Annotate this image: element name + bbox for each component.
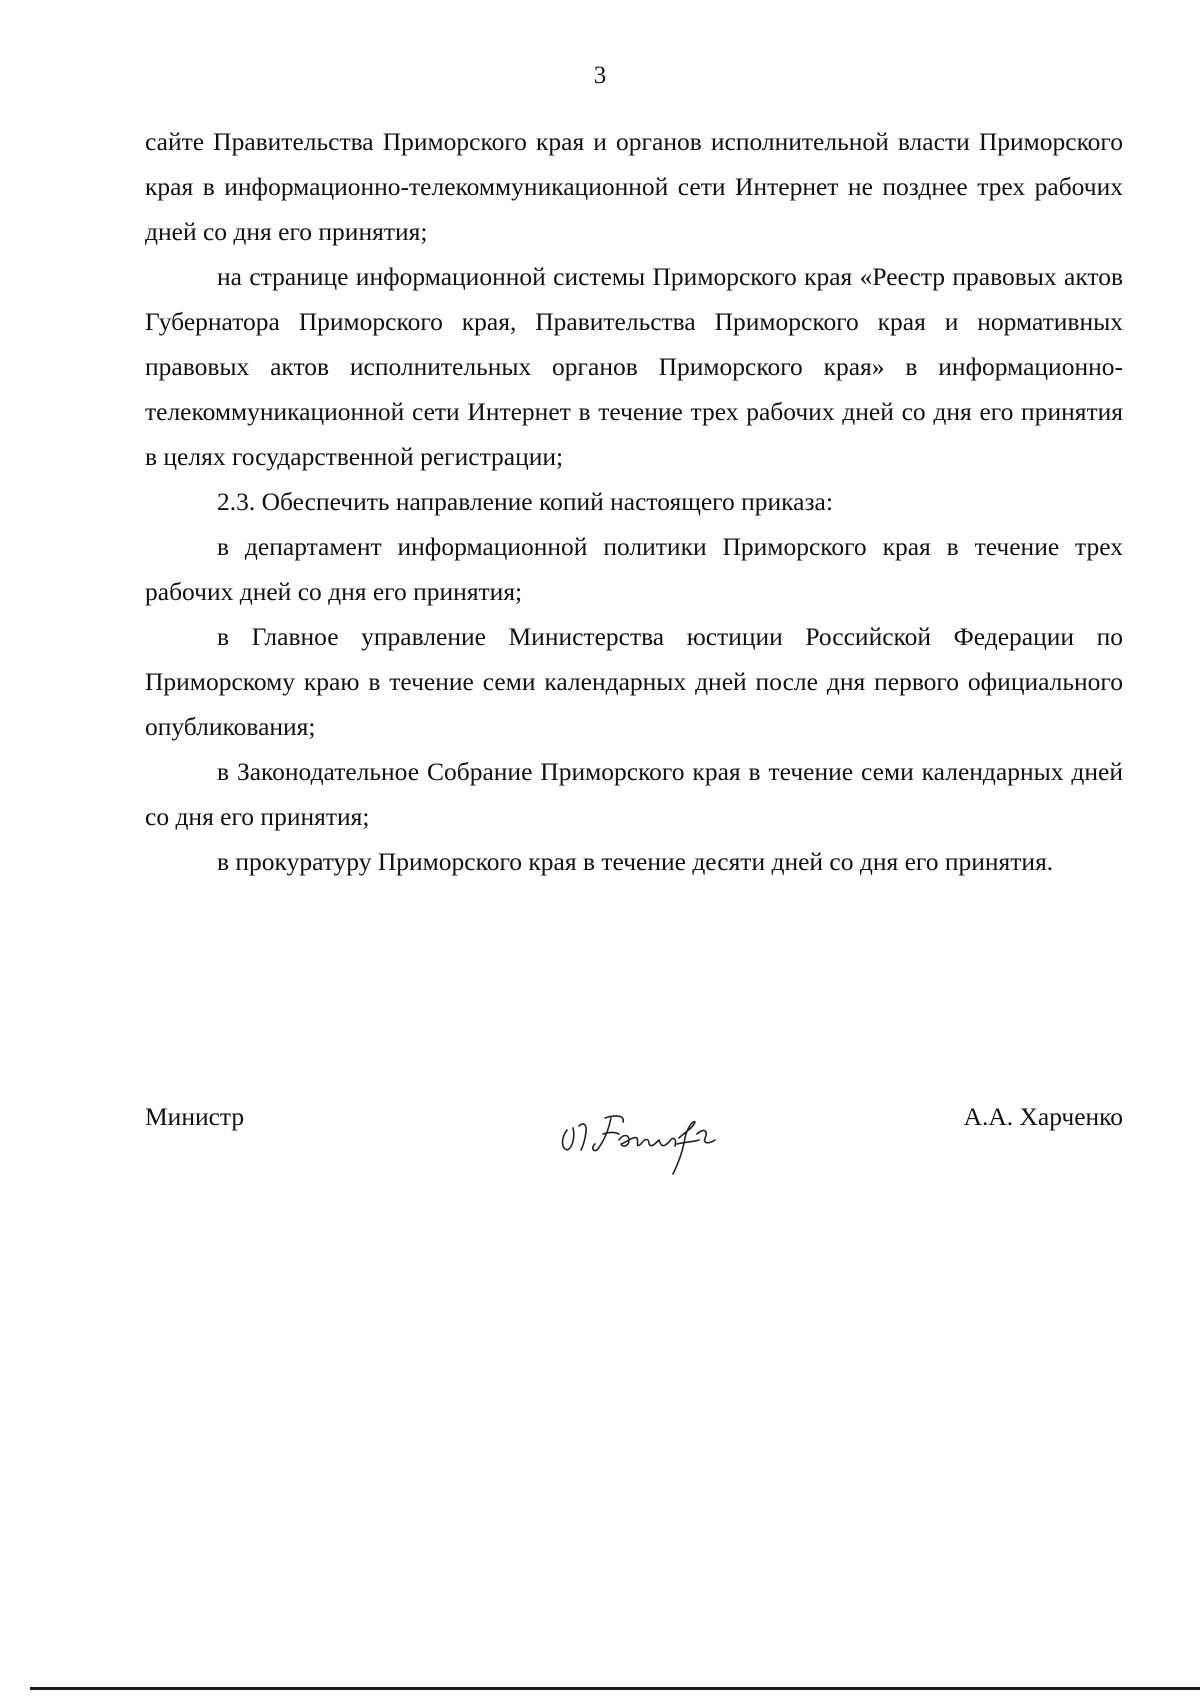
page-bottom-edge: [30, 1687, 1200, 1690]
paragraph-prosecutor-office: в прокуратуру Приморского края в течение десяти дней со дня его принятия.: [217, 847, 1054, 876]
paragraph-legislative-assembly: в Законодательное Собрание Приморского края в течение семи календарных дней со дня его принятия;: [145, 757, 1123, 831]
paragraph-clause-2-3: 2.3. Обеспечить направление копий настоящего приказа:: [217, 487, 833, 516]
handwritten-signature: [553, 1088, 743, 1178]
paragraph-information-policy-department: в департамент информационной политики Приморского края в течение трех рабочих дней со дня его принятия;: [145, 532, 1123, 606]
signature-block: [145, 1100, 1123, 1180]
paragraph-website-publication: сайте Правительства Приморского края и органов исполнительной власти Приморского края в информационно-телекоммуникационной сети Интернет не позднее трех рабочих дней со дня его принятия;: [145, 127, 1123, 246]
signer-name: А.А. Харченко: [963, 1102, 1123, 1131]
paragraph-registry-publication: на странице информационной системы Приморского края «Реестр правовых актов Губернатора Приморского края, Правительства Приморского края и нормативных правовых актов исполнительных органов Приморского края» в информационно-телекоммуникационной сети Интернет в течение трех рабочих дней со дня его принятия в целях государственной регистрации;: [145, 262, 1123, 471]
paragraph-ministry-of-justice: в Главное управление Министерства юстиции Российской Федерации по Приморскому краю в течение семи календарных дней после дня первого официального опубликования;: [145, 622, 1123, 741]
signer-title: Министр: [145, 1102, 245, 1131]
document-body: [145, 119, 1123, 884]
page-number: 3: [593, 62, 607, 89]
